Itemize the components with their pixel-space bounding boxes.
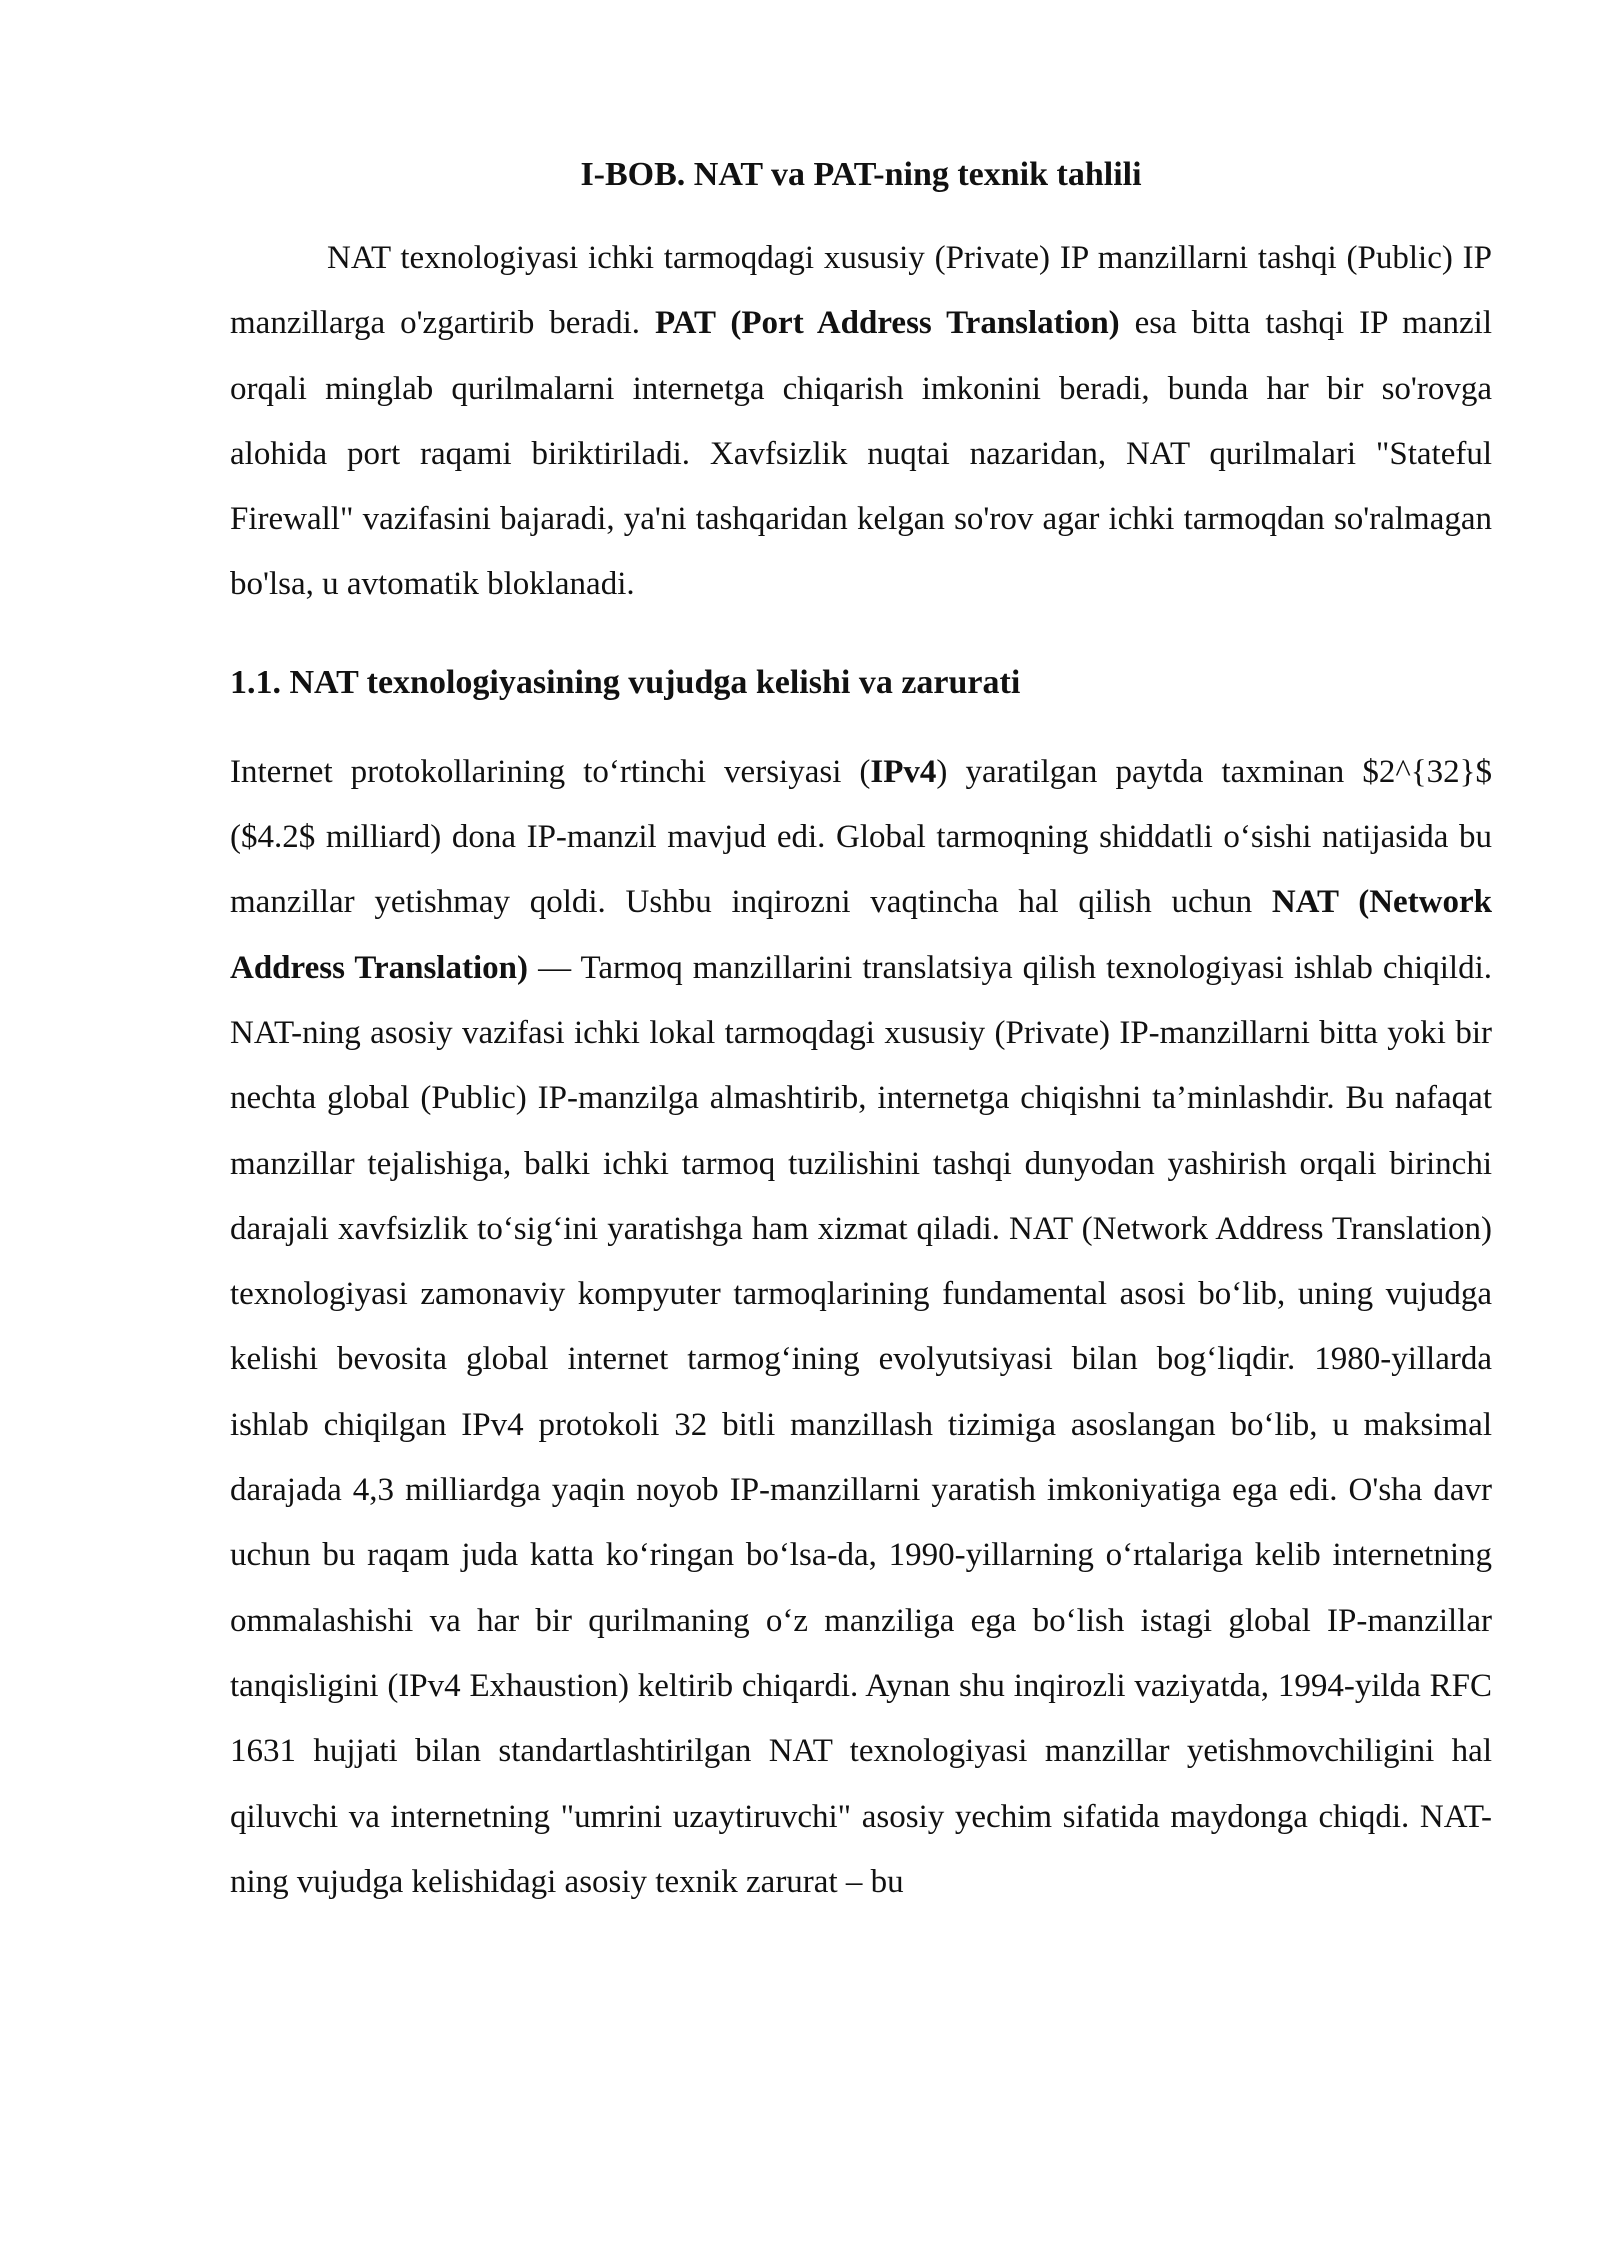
body-text-1: Internet protokollarining to‘rtinchi versiyasi ( (230, 753, 871, 790)
intro-bold-pat: PAT (Port Address Translation) (654, 305, 1120, 342)
intro-text-2: esa bitta tashqi IP manzil orqali minglab qurilmalarni internetga chiqarish imkonini beradi, bunda har bir so'rovga alohida port raqami biriktiriladi. Xavfsizlik nuqtai nazaridan, NAT qurilmalari "Stateful Firewall" vazifasini bajaradi, ya'ni tashqaridan kelgan so'rov agar ichki tarmoqdan so'ralmagan bo'lsa, u avtomatik bloklanadi. (230, 305, 1492, 603)
body-bold-nat: NAT (Network Address Translation) (230, 884, 1492, 986)
body-paragraph (230, 740, 1492, 1915)
intro-text-1: NAT texnologiyasi ichki tarmoqdagi xususiy (Private) IP manzillarni tashqi (Public) IP manzillarga o'zgartirib beradi. (230, 240, 1492, 342)
section-title: 1.1. NAT texnologiyasining vujudga kelishi va zarurati (230, 663, 1021, 701)
page-content (230, 148, 1492, 1915)
body-text-3: — Tarmoq manzillarini translatsiya qilish texnologiyasi ishlab chiqildi. NAT-ning asosiy vazifasi ichki lokal tarmoqdagi xususiy (Private) IP-manzillarni bitta yoki bir nechta global (Public) IP-manzilga almashtirib, internetga chiqishni ta’minlashdir. Bu nafaqat manzillar tejalishiga, balki ichki tarmoq tuzilishini tashqi dunyodan yashirish orqali birinchi darajali xavfsizlik to‘sig‘ini yaratishga ham xizmat qiladi. NAT (Network Address Translation) texnologiyasi zamonaviy kompyuter tarmoqlarining fundamental asosi bo‘lib, uning vujudga kelishi bevosita global internet tarmog‘ining evolyutsiyasi bilan bog‘liqdir. 1980-yillarda ishlab chiqilgan IPv4 protokoli 32 bitli manzillash tizimiga asoslangan bo‘lib, u maksimal darajada 4,3 milliardga yaqin noyob IP-manzillarni yaratish imkoniyatiga ega edi. O'sha davr uchun bu raqam juda katta ko‘ringan bo‘lsa-da, 1990-yillarning o‘rtalariga kelib internetning ommalashishi va har bir qurilmaning o‘z manziliga ega bo‘lish istagi global IP-manzillar tanqisligini (IPv4 Exhaustion) keltirib chiqardi. Aynan shu inqirozli vaziyatda, 1994-yilda RFC 1631 hujjati bilan standartlashtirilgan NAT texnologiyasi manzillar yetishmovchiligini hal qiluvchi va internetning "umrini uzaytiruvchi" asosiy yechim sifatida maydonga chiqdi. NAT-ning vujudga kelishidagi asosiy texnik zarurat – bu (230, 949, 1492, 1900)
body-bold-ipv4: IPv4 (870, 753, 937, 790)
intro-paragraph (230, 226, 1492, 618)
chapter-title: I-BOB. NAT va PAT-ning texnik tahlili (580, 156, 1142, 193)
body-text-2: ) yaratilgan paytda taxminan $2^{32}$ ($4.2$ milliard) dona IP-manzil mavjud edi. Global tarmoqning shiddatli o‘sishi natijasida bu manzillar yetishmay qoldi. Ushbu inqirozni vaqtincha hal qilish uchun (230, 753, 1492, 921)
